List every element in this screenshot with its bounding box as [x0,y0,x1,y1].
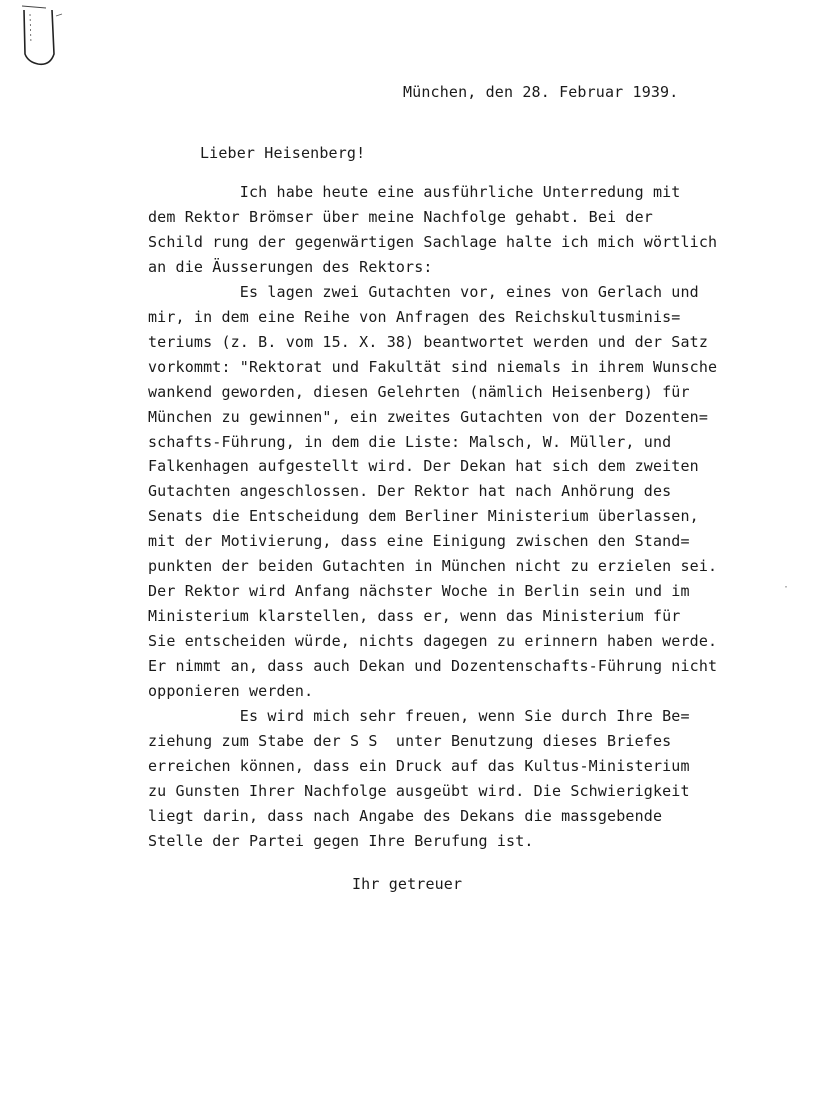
salutation: Lieber Heisenberg! [200,144,366,162]
body-line: Gutachten angeschlossen. Der Rektor hat nach Anhörung des [148,482,672,501]
body-line: liegt darin, dass nach Angabe des Dekans die massgebende [148,806,663,825]
body-line: Stelle der Partei gegen Ihre Berufung ist. [148,831,534,850]
body-line: vorkommt: "Rektorat und Fakultät sind niemals in ihrem Wunsche [148,357,718,376]
body-line: Es lagen zwei Gutachten vor, eines von Gerlach und [148,282,699,301]
body-line: Ministerium klarstellen, dass er, wenn das Ministerium für [148,607,681,626]
body-line: Der Rektor wird Anfang nächster Woche in Berlin sein und im [148,582,690,601]
body-line: Schild rung der gegenwärtigen Sachlage halte ich mich wörtlich [148,232,718,251]
body-line: dem Rektor Brömser über meine Nachfolge gehabt. Bei der [148,207,653,226]
body-line: Falkenhagen aufgestellt wird. Der Dekan hat sich dem zweiten [148,457,699,476]
body-line: mit der Motivierung, dass eine Einigung zwischen den Stand= [148,532,690,551]
body-line: Sie entscheiden würde, nichts dagegen zu erinnern haben werde. [148,632,718,651]
body-line: erreichen können, dass ein Druck auf das Kultus-Ministerium [148,756,690,775]
date-line: München, den 28. Februar 1939. [403,83,679,101]
body-line: München zu gewinnen", ein zweites Gutachten von der Dozenten= [148,407,709,426]
body-line: ziehung zum Stabe der S S unter Benutzung dieses Briefes [148,731,672,750]
body-line: Senats die Entscheidung dem Berliner Ministerium überlassen, [148,507,699,526]
body-line: mir, in dem eine Reihe von Anfragen des Reichskultusminis= [148,307,681,326]
body-line: schafts-Führung, in dem die Liste: Malsch, W. Müller, und [148,432,672,451]
body-line: zu Gunsten Ihrer Nachfolge ausgeübt wird. Die Schwierigkeit [148,781,690,800]
body-line: punkten der beiden Gutachten in München nicht zu erzielen sei. [148,557,718,576]
closing: Ihr getreuer [352,875,463,893]
body-line: Es wird mich sehr freuen, wenn Sie durch Ihre Be= [148,706,690,725]
body-line: opponieren werden. [148,682,314,700]
body-line: an die Äusserungen des Rektors: [148,257,433,276]
handwritten-corner-mark-icon [16,4,66,70]
body-line: wankend geworden, diesen Gelehrten (nämlich Heisenberg) für [148,382,690,401]
body-line: teriums (z. B. vom 15. X. 38) beantwortet werden und der Satz [148,332,709,351]
body-line: Er nimmt an, dass auch Dekan und Dozentenschafts-Führung nicht [148,657,718,676]
stray-mark: · [783,582,790,593]
body-line: Ich habe heute eine ausführliche Unterredung mit [148,183,681,201]
